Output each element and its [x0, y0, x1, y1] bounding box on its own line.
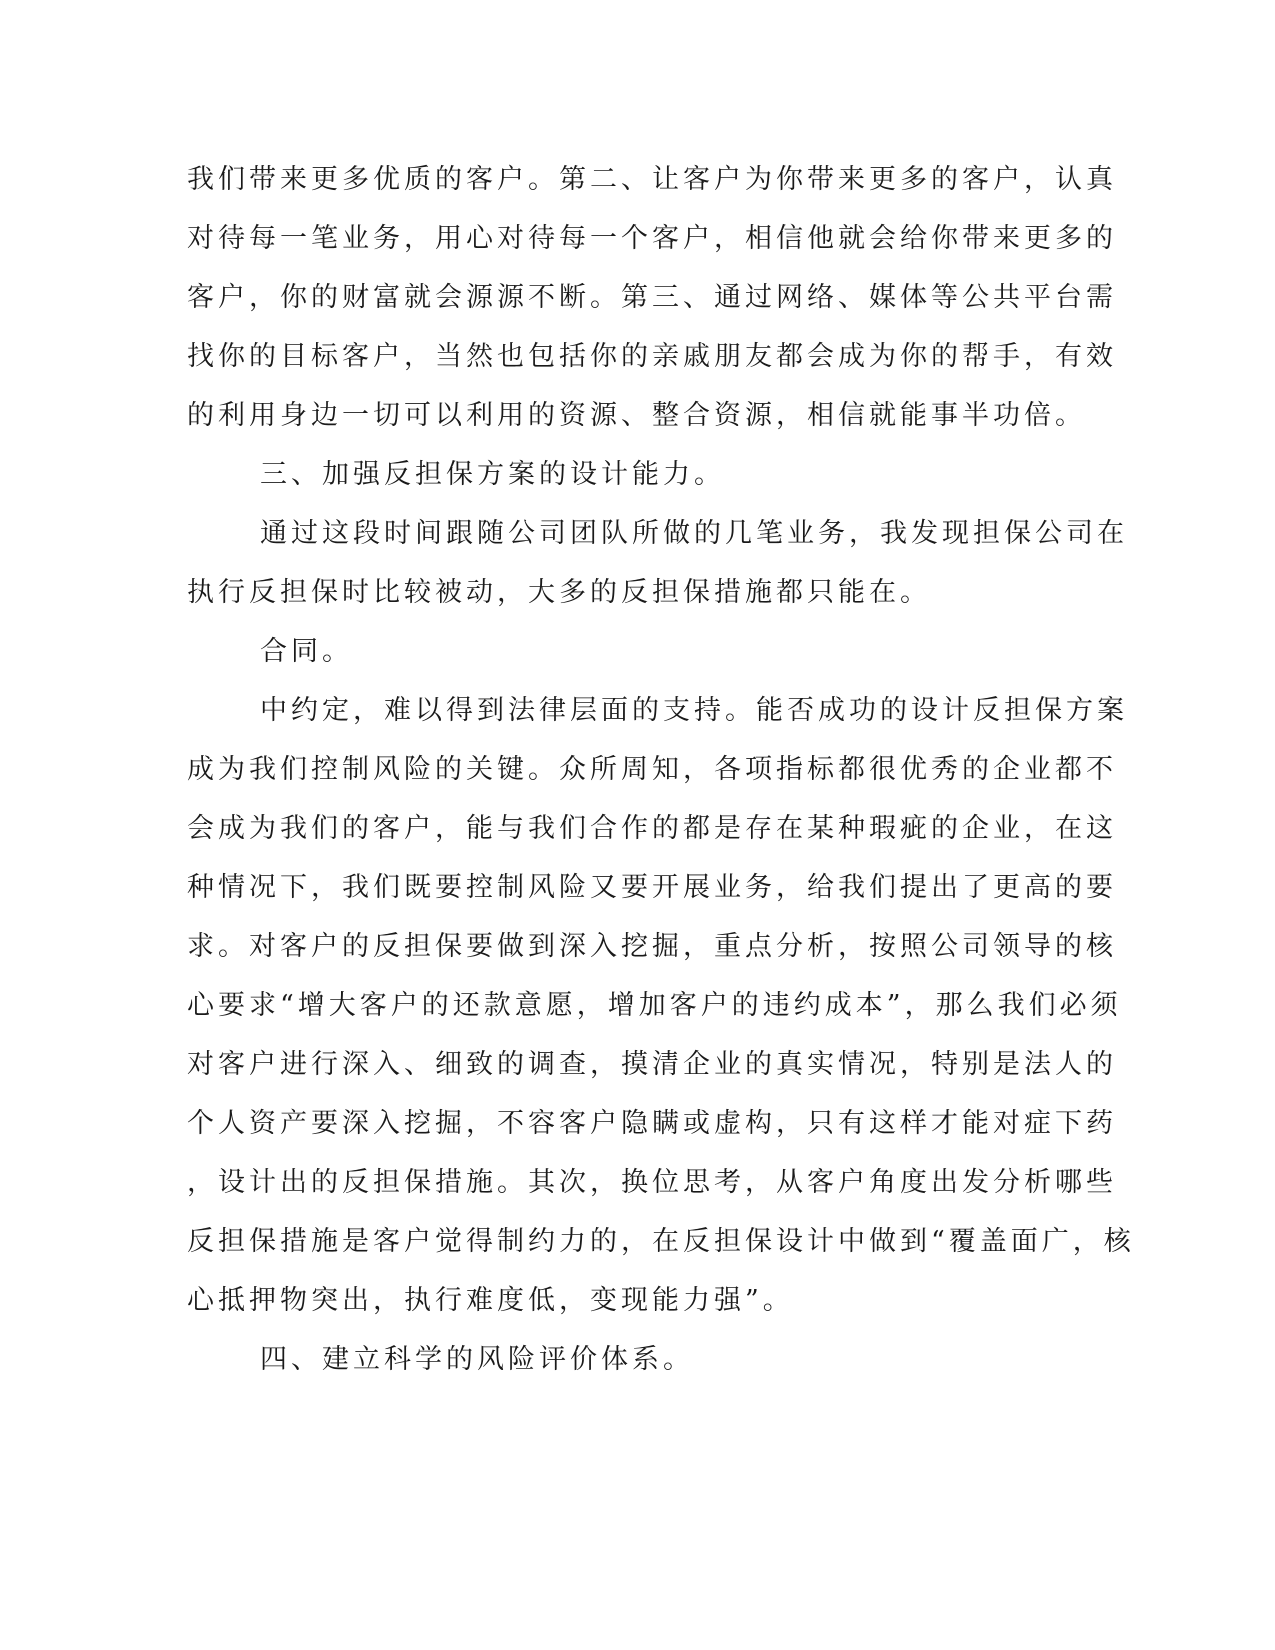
text-line: 执行反担保时比较被动，大多的反担保措施都只能在。 — [187, 577, 931, 608]
text-line: 种情况下，我们既要控制风险又要开展业务，给我们提出了更高的要 — [187, 872, 1117, 903]
text-line: 反担保措施是客户觉得制约力的，在反担保设计中做到“覆盖面广，核 — [187, 1226, 1135, 1257]
text-line: 心要求“增大客户的还款意愿，增加客户的违约成本”，那么我们必须 — [187, 990, 1122, 1021]
text-line: 找你的目标客户，当然也包括你的亲戚朋友都会成为你的帮手，有效 — [187, 341, 1117, 372]
text-line: 对客户进行深入、细致的调查，摸清企业的真实情况，特别是法人的 — [187, 1049, 1117, 1080]
text-line: 我们带来更多优质的客户。第二、让客户为你带来更多的客户，认真 — [187, 164, 1117, 195]
text-line: 求。对客户的反担保要做到深入挖掘，重点分析，按照公司领导的核 — [187, 931, 1117, 962]
text-line: 中约定，难以得到法律层面的支持。能否成功的设计反担保方案 — [260, 695, 1128, 726]
text-line: 个人资产要深入挖掘，不容客户隐瞒或虚构，只有这样才能对症下药 — [187, 1108, 1117, 1139]
text-line: 对待每一笔业务，用心对待每一个客户，相信他就会给你带来更多的 — [187, 223, 1117, 254]
text-line: 通过这段时间跟随公司团队所做的几笔业务，我发现担保公司在 — [260, 518, 1128, 549]
text-line: 心抵押物突出，执行难度低，变现能力强”。 — [187, 1285, 794, 1316]
text-line: ，设计出的反担保措施。其次，换位思考，从客户角度出发分析哪些 — [187, 1167, 1117, 1198]
text-line: 会成为我们的客户，能与我们合作的都是存在某种瑕疵的企业，在这 — [187, 813, 1117, 844]
section-heading: 三、加强反担保方案的设计能力。 — [260, 459, 725, 490]
text-line: 的利用身边一切可以利用的资源、整合资源，相信就能事半功倍。 — [187, 400, 1086, 431]
section-heading: 四、建立科学的风险评价体系。 — [260, 1344, 694, 1375]
text-line: 成为我们控制风险的关键。众所周知，各项指标都很优秀的企业都不 — [187, 754, 1117, 785]
text-line: 合同。 — [260, 636, 353, 667]
text-line: 客户，你的财富就会源源不断。第三、通过网络、媒体等公共平台需 — [187, 282, 1117, 313]
